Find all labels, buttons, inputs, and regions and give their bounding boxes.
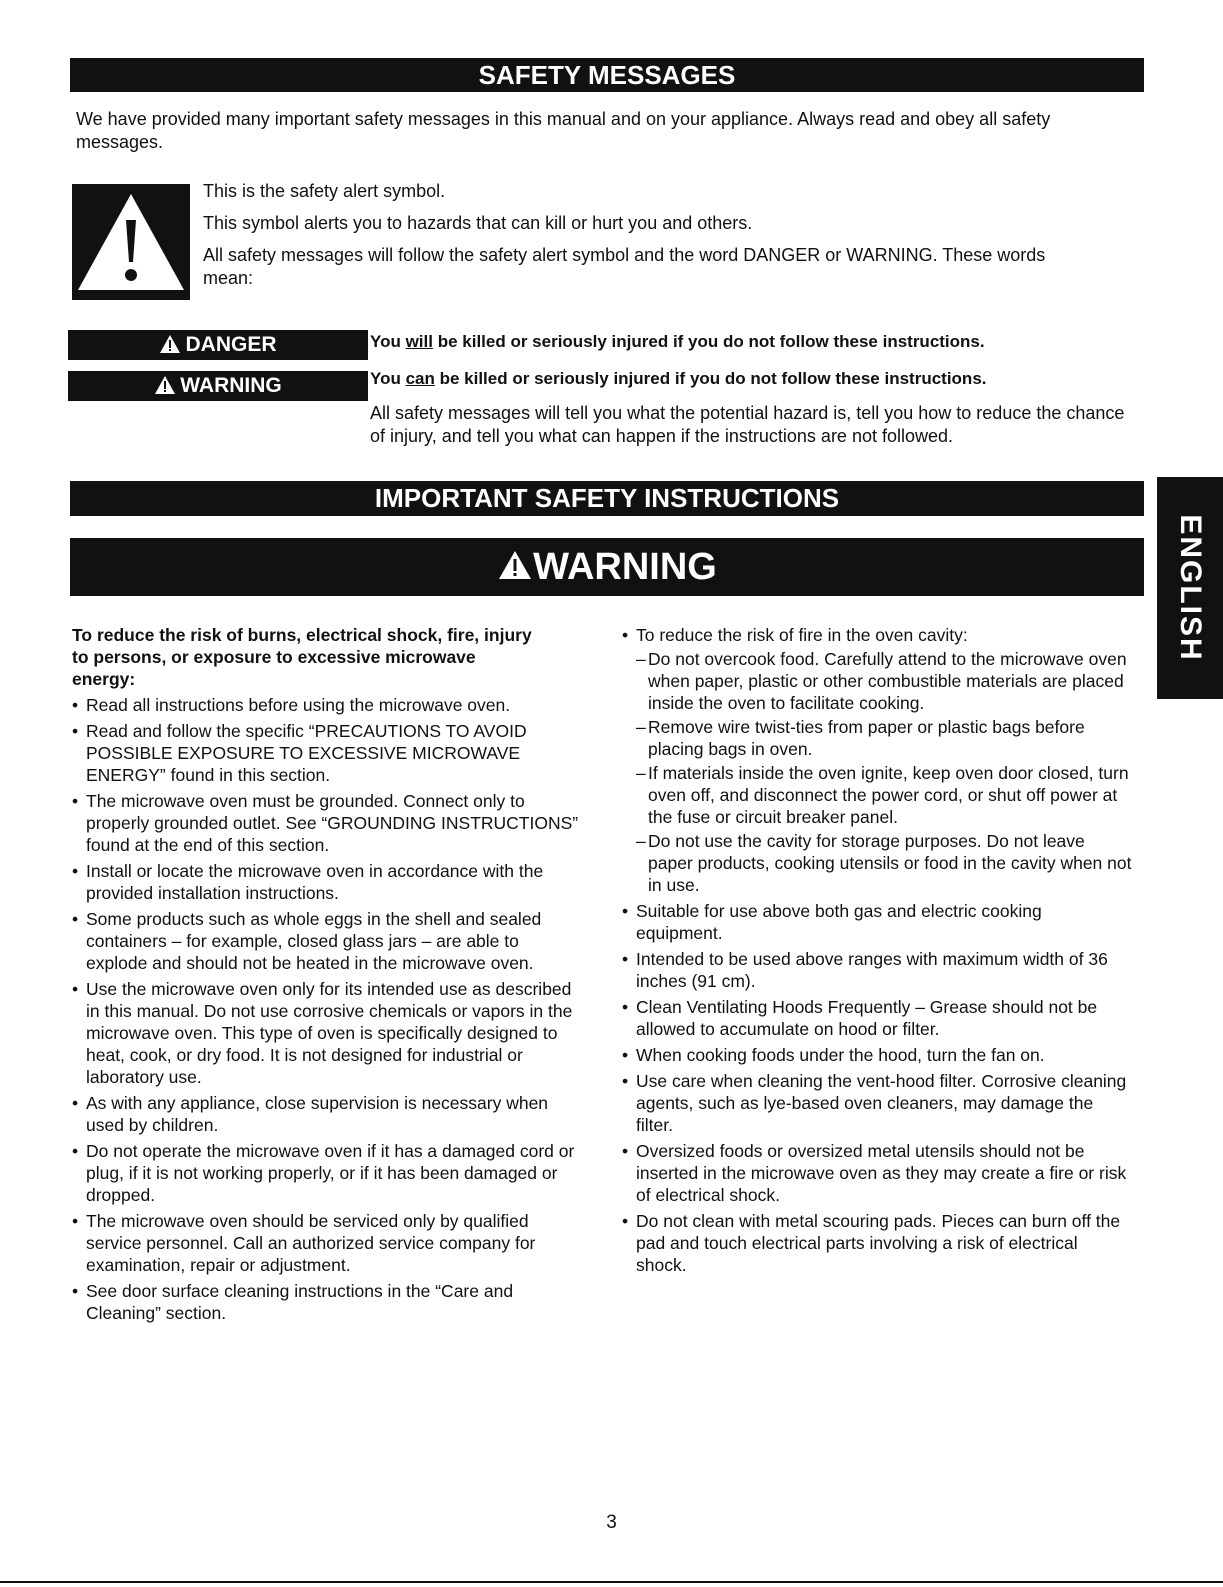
list-item (622, 624, 1132, 646)
warning-key-word: can (405, 369, 435, 388)
intro-paragraph: We have provided many important safety messages in this manual and on your appliance. Always read and obey all safety messages. (76, 109, 1051, 152)
bottom-rule (0, 1581, 1223, 1583)
warning-signal-label (68, 371, 368, 401)
danger-alert-icon (159, 334, 181, 354)
warning-banner-label: WARNING (533, 546, 717, 588)
safety-messages-title: SAFETY MESSAGES (70, 58, 1144, 92)
list-item: • Intended to be used above ranges with maximum width of 36 inches (91 cm). (622, 948, 1132, 992)
page-number: 3 (606, 1512, 617, 1533)
danger-key-word: will (405, 332, 433, 351)
warning-banner-icon (497, 549, 533, 581)
list-item: • Use the microwave oven only for its intended use as described in this manual. Do not use corrosive chemicals or vapors in the microwave oven. This type of oven is specifically designed to heat, cook, or dry food. It is not designed for industrial or laboratory use. (72, 978, 582, 1088)
left-instructions-column (72, 624, 582, 1328)
language-tab (1157, 477, 1223, 699)
list-item: • Install or locate the microwave oven in accordance with the provided installation instructions. (72, 860, 582, 904)
list-item: • The microwave oven must be grounded. Connect only to properly grounded outlet. See “GROUNDING INSTRUCTIONS” found at the end of this section. (72, 790, 582, 856)
list-item: • As with any appliance, close supervision is necessary when used by children. (72, 1092, 582, 1136)
instructions-heading: To reduce the risk of burns, electrical shock, fire, injury to persons, or exposure to excessive microwave energy: (72, 625, 532, 689)
list-item: • Use care when cleaning the vent-hood filter. Corrosive cleaning agents, such as lye-based oven cleaners, may damage the filter. (622, 1070, 1132, 1136)
sub-list-item: – Remove wire twist-ties from paper or plastic bags before placing bags in oven. (622, 716, 1132, 760)
list-item: • The microwave oven should be serviced only by qualified service personnel. Call an authorized service company for examination, repair or adjustment. (72, 1210, 582, 1276)
warning-triangle-icon (72, 184, 190, 300)
danger-definition: You will be killed or seriously injured if you do not follow these instructions. (370, 332, 985, 351)
list-item: • Do not operate the microwave oven if it has a damaged cord or plug, if it is not working properly, or if it has been damaged or dropped. (72, 1140, 582, 1206)
alert-line: This is the safety alert symbol. (203, 181, 446, 201)
list-item: • Some products such as whole eggs in the shell and sealed containers – for example, closed glass jars – are able to explode and should not be heated in the microwave oven. (72, 908, 582, 974)
alert-symbol-explanation (203, 180, 1103, 299)
alert-line: All safety messages will follow the safety alert symbol and the word DANGER or WARNING. These words mean: (203, 245, 1046, 288)
list-item: • Read all instructions before using the microwave oven. (72, 694, 582, 716)
sub-list-item: – Do not overcook food. Carefully attend to the microwave oven when paper, plastic or other combustible materials are placed inside the oven to facilitate cooking. (622, 648, 1132, 714)
list-item: • Oversized foods or oversized metal utensils should not be inserted in the microwave oven as they may create a fire or risk of electrical shock. (622, 1140, 1132, 1206)
list-item: • Do not clean with metal scouring pads. Pieces can burn off the pad and touch electrical parts involving a risk of electrical shock. (622, 1210, 1132, 1276)
list-item: • Read and follow the specific “PRECAUTIONS TO AVOID POSSIBLE EXPOSURE TO EXCESSIVE MICROWAVE ENERGY” found in this section. (72, 720, 582, 786)
warning-label: WARNING (180, 374, 282, 397)
warning-banner (70, 538, 1144, 596)
warning-definition: You can be killed or seriously injured if you do not follow these instructions. (370, 369, 987, 388)
list-item: • Suitable for use above both gas and electric cooking equipment. (622, 900, 1132, 944)
alert-line: This symbol alerts you to hazards that can kill or hurt you and others. (203, 213, 753, 233)
warning-alert-icon (154, 375, 176, 395)
list-item: • Clean Ventilating Hoods Frequently – Grease should not be allowed to accumulate on hood or filter. (622, 996, 1132, 1040)
danger-label: DANGER (185, 333, 277, 356)
list-item: • When cooking foods under the hood, turn the fan on. (622, 1044, 1132, 1066)
sub-list-item: – Do not use the cavity for storage purposes. Do not leave paper products, cooking utensils or food in the cavity when not in use. (622, 830, 1132, 896)
fire-risk-intro: To reduce the risk of fire in the oven cavity: (636, 625, 968, 645)
important-safety-title: IMPORTANT SAFETY INSTRUCTIONS (70, 481, 1144, 516)
right-instructions-column (622, 624, 1132, 1280)
signal-words-note: All safety messages will tell you what the potential hazard is, tell you how to reduce the chance of injury, and tell you what can happen if the instructions are not followed. (370, 403, 1125, 446)
language-tab-label: ENGLISH (1174, 514, 1207, 662)
danger-signal-label (68, 330, 368, 360)
list-item: • See door surface cleaning instructions in the “Care and Cleaning” section. (72, 1280, 582, 1324)
sub-list-item: – If materials inside the oven ignite, keep oven door closed, turn oven off, and disconnect the power cord, or shut off power at the fuse or circuit breaker panel. (622, 762, 1132, 828)
